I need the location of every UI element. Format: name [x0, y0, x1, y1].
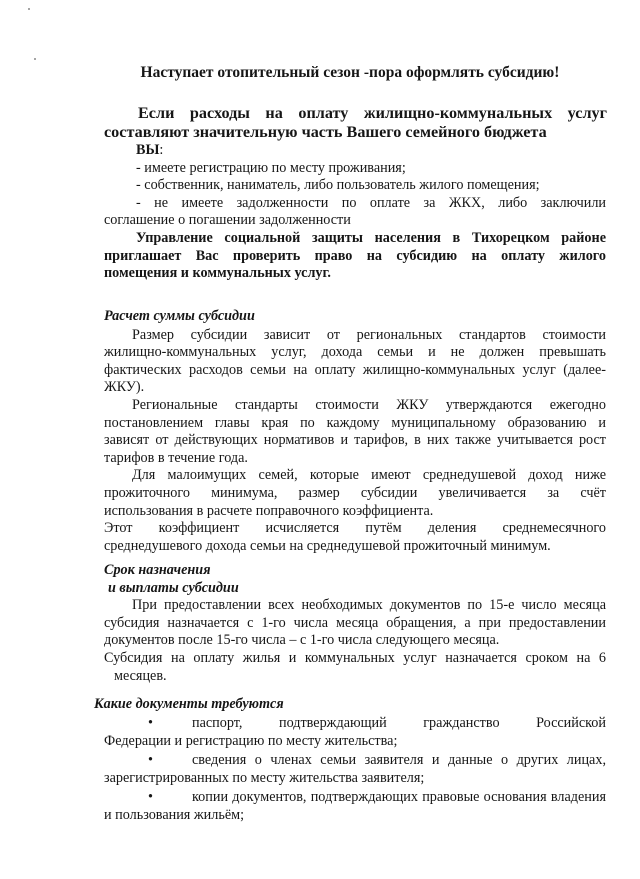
you-suffix: :	[159, 142, 164, 158]
docs-list	[104, 715, 606, 825]
calc-p3-line: Для малоимущих семей, которые имеют среднедушевой доход ниже	[132, 467, 606, 484]
condition-item: - не имеете задолженности по оплате за ЖКХ, либо заключили	[136, 194, 606, 211]
calc-p3-line: прожиточного минимума, размер субсидии увеличивается за счёт	[104, 484, 606, 501]
term-p1-line: субсидия назначается с 1-го числа месяца обращения, а при предоставлении	[104, 614, 606, 631]
bullet-icon: •	[148, 789, 153, 806]
condition-item: - имеете регистрацию по месту проживания;	[136, 159, 406, 176]
docs-section	[94, 696, 606, 714]
term-p2-line: месяцев.	[114, 667, 167, 684]
intro-line-2: составляют значительную часть Вашего семейного бюджета	[104, 123, 547, 141]
intro-section	[104, 104, 607, 142]
doc-item	[104, 789, 606, 824]
condition-item: - собственник, наниматель, либо пользователь жилого помещения;	[136, 177, 540, 194]
invite-section	[104, 230, 606, 283]
calc-p4-line: Этот коэффициент исчисляется путём деления среднемесячного	[104, 520, 606, 537]
term-p1-line: документов после 15-го числа – с 1-го числа следующего месяца.	[104, 632, 500, 649]
doc-item-line: копии документов, подтверждающих правовые основания владения	[192, 789, 606, 806]
doc-item-line: зарегистрированных по месту жительства заявителя;	[104, 769, 425, 786]
calc-heading: Расчет суммы субсидии	[104, 308, 255, 324]
calc-section	[104, 308, 606, 555]
scan-speck	[34, 58, 36, 60]
term-p2-line: Субсидия на оплату жилья и коммунальных услуг назначается сроком на 6	[104, 649, 606, 666]
calc-p3-line: использования в расчете поправочного коэффициента.	[104, 502, 434, 519]
condition-item: соглашение о погашении задолженности	[104, 212, 351, 228]
calc-p2-line: Региональные стандарты стоимости ЖКУ утверждаются ежегодно	[132, 396, 606, 413]
invite-line: Управление социальной защиты населения в Тихорецком районе	[136, 230, 606, 246]
condition-item-cont-wrap	[104, 212, 606, 230]
page-title: Наступает отопительный сезон -пора оформлять субсидию!	[140, 64, 560, 81]
bullet-icon: •	[148, 715, 153, 731]
calc-p4-line: среднедушевого дохода семьи на среднедушевой прожиточный минимум.	[104, 537, 551, 554]
doc-item	[104, 752, 606, 787]
doc-item	[104, 715, 606, 750]
invite-line: приглашает Вас проверить право на субсидию на оплату жилого	[104, 247, 606, 264]
doc-item-line: паспорт, подтверждающий гражданство Российской	[192, 715, 606, 731]
calc-p1-line: фактических расходов семьи на оплату жилищно-коммунальных услуг (далее-	[104, 361, 606, 378]
you-label: ВЫ	[136, 142, 160, 158]
calc-p2-line: зависят от действующих нормативов и тарифов, в них также учитывается рост	[104, 432, 606, 449]
term-section	[104, 562, 606, 685]
calc-p2-line: тарифов в течение года.	[104, 449, 248, 466]
calc-p1-line: Размер субсидии зависит от региональных стандартов стоимости	[132, 326, 606, 343]
term-p1-line: При предоставлении всех необходимых документов по 15-е число месяца	[132, 597, 606, 614]
bullet-icon: •	[148, 752, 153, 769]
docs-heading: Какие документы требуются	[94, 696, 284, 712]
calc-p1-line: ЖКУ).	[104, 379, 145, 396]
calc-p1-line: жилищно-коммунальных услуг, дохода семьи и не должен превышать	[104, 344, 606, 361]
scan-speck	[28, 8, 30, 10]
term-heading-1: Срок назначения	[104, 562, 211, 578]
intro-line-1: Если расходы на оплату жилищно-коммунальных услуг	[138, 104, 607, 122]
invite-line: помещения и коммунальных услуг.	[104, 265, 331, 282]
doc-item-line: Федерации и регистрацию по месту жительства;	[104, 732, 398, 749]
conditions-list	[136, 142, 606, 212]
term-heading-2: и выплаты субсидии	[108, 579, 239, 596]
doc-item-line: и пользования жильём;	[104, 806, 245, 823]
calc-p2-line: постановлением главы края по каждому муниципальному образованию и	[104, 414, 606, 431]
doc-item-line: сведения о членах семьи заявителя и данные о других лицах,	[192, 752, 606, 769]
